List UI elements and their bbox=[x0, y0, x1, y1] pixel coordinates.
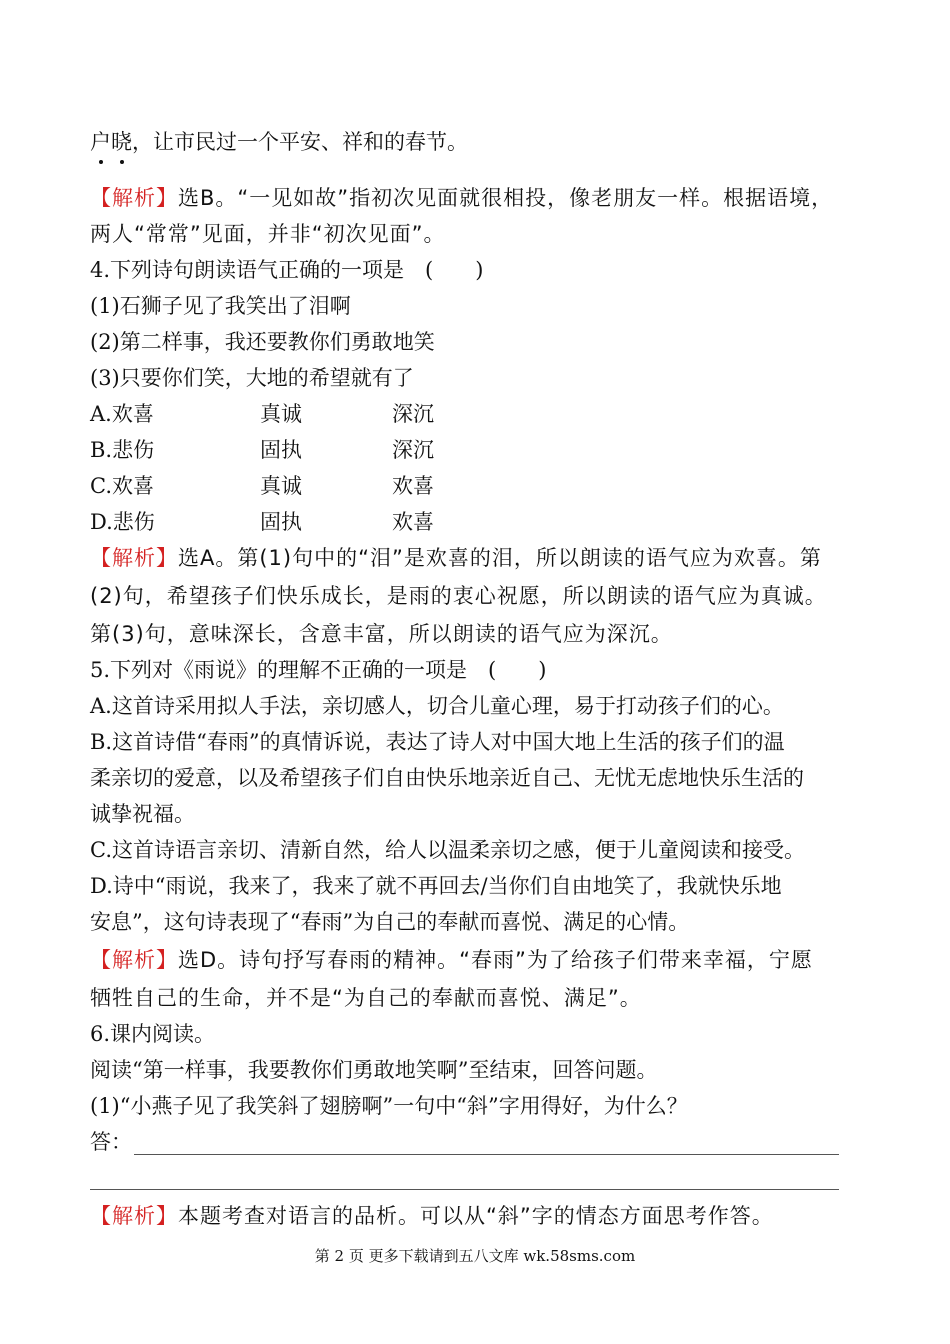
q5-line: 安息”，这句诗表现了“春雨”为自己的奉献而喜悦、满足的心情。 bbox=[90, 910, 690, 934]
document-page: 户晓，让市民过一个平安、祥和的春节。 【解析】选B。“一见如故”指初次见面就很相投，像老朋友一样。根据语境， 两人“常常”见面，并非“初次见面”。 4.下列诗句朗读语气正确的一项是 ( ) (1)石狮子见了我笑出了泪啊 (2)第二样事，我还要教你们勇敢地笑 (3)只要你们笑，大地的希望就有了 A.欢喜 真诚 深沉 B.悲伤 固执 深沉 C.欢喜 真诚 欢喜 D.悲伤 固执 欢喜 【解析】选A。第(1)句中的“泪”是欢喜的泪，所以朗读的语气应为欢喜。第 (2)句，希望孩子们快乐成长，是雨的衷心祝愿，所以朗读的语气应为真诚。 第(3)句，意味深长，含意丰富，所以朗读的语气应为深沉。 5.下列对《雨说》的理解不正确的一项是 ( ) A.这首诗采用拟人手法，亲切感人，切合儿童心理，易于打动孩子们的心。 B.这首诗借“春雨”的真情诉说，表达了诗人对中国大地上生活的孩子们的温 柔亲切的爱意，以及希望孩子们自由快乐地亲近自己、无忧无虑地快乐生活的 诚挚祝福。 C.这首诗语言亲切、清新自然，给人以温柔亲切之感，便于儿童阅读和接受。 D.诗中“雨说，我来了，我来了就不再回去/当你们自由地笑了，我就快乐地 安息”，这句诗表现了“春雨”为自己的奉献而喜悦、满足的心情。 【解析】选D。诗句抒写春雨的精神。“春雨”为了给孩子们带来幸福，宁愿 牺牲自己的生命，并不是“为自己的奉献而喜悦、满足”。 6.课内阅读。 阅读“第一样事，我要教你们勇敢地笑啊”至结束，回答问题。 (1)“小燕子见了我笑斜了翅膀啊”一句中“斜”字用得好，为什么？ 答： 【解析】本题考查对语言的品析。可以从“斜”字的情态方面思考作答。 第 2 页 更多下载请到五八文库 wk.58sms.com bbox=[0, 0, 950, 1344]
analysis-tag: 【解析】 bbox=[90, 948, 178, 972]
q5-analysis-line-2: 牺牲自己的生命，并不是“为自己的奉献而喜悦、满足”。 bbox=[90, 986, 642, 1010]
top-line-text: ，让市民过一个平安、祥和的春节。 bbox=[132, 130, 468, 154]
q4-analysis-line-1: 【解析】选A。第(1)句中的“泪”是欢喜的泪，所以朗读的语气应为欢喜。第 bbox=[90, 546, 822, 570]
answer-blank-line[interactable] bbox=[134, 1154, 839, 1155]
analysis-tag: 【解析】 bbox=[90, 546, 178, 570]
q4-item: (3)只要你们笑，大地的希望就有了 bbox=[90, 366, 414, 390]
page-footer: 第 2 页 更多下载请到五八文库 wk.58sms.com bbox=[314, 1247, 636, 1265]
top-line bbox=[90, 127, 880, 157]
q5-line: A.这首诗采用拟人手法，亲切感人，切合儿童心理，易于打动孩子们的心。 bbox=[90, 694, 784, 718]
q6-analysis-line: 【解析】本题考查对语言的品析。可以从“斜”字的情态方面思考作答。 bbox=[90, 1204, 774, 1228]
q5-line: 柔亲切的爱意，以及希望孩子们自由快乐地亲近自己、无忧无虑地快乐生活的 bbox=[90, 766, 804, 790]
q3-analysis-line-1: 【解析】选B。“一见如故”指初次见面就很相投，像老朋友一样。根据语境， bbox=[90, 186, 834, 210]
q5-line: C.这首诗语言亲切、清新自然，给人以温柔亲切之感，便于儿童阅读和接受。 bbox=[90, 838, 805, 862]
q5-line: B.这首诗借“春雨”的真情诉说，表达了诗人对中国大地上生活的孩子们的温 bbox=[90, 730, 785, 754]
q4-analysis-line-3: 第(3)句，意味深长，含意丰富，所以朗读的语气应为深沉。 bbox=[90, 622, 673, 646]
q4-stem: 4.下列诗句朗读语气正确的一项是 ( ) bbox=[90, 258, 484, 282]
q5-analysis-line-1: 【解析】选D。诗句抒写春雨的精神。“春雨”为了给孩子们带来幸福，宁愿 bbox=[90, 948, 813, 972]
q5-line: 诚挚祝福。 bbox=[90, 802, 195, 826]
q4-analysis-line-2: (2)句，希望孩子们快乐成长，是雨的衷心祝愿，所以朗读的语气应为真诚。 bbox=[90, 584, 827, 608]
q4-item: (2)第二样事，我还要教你们勇敢地笑 bbox=[90, 330, 435, 354]
q6-stem: 6.课内阅读。 bbox=[90, 1022, 216, 1046]
dotted-char: 晓 bbox=[111, 127, 132, 157]
q5-line: D.诗中“雨说，我来了，我来了就不再回去/当你们自由地笑了，我就快乐地 bbox=[90, 874, 782, 898]
answer-blank-line[interactable] bbox=[90, 1189, 839, 1190]
q5-stem: 5.下列对《雨说》的理解不正确的一项是 ( ) bbox=[90, 658, 547, 682]
analysis-tag: 【解析】 bbox=[90, 186, 178, 210]
q6-intro: 阅读“第一样事，我要教你们勇敢地笑啊”至结束，回答问题。 bbox=[90, 1058, 658, 1082]
q3-analysis-line-2: 两人“常常”见面，并非“初次见面”。 bbox=[90, 222, 446, 246]
q4-item: (1)石狮子见了我笑出了泪啊 bbox=[90, 294, 351, 318]
analysis-tag: 【解析】 bbox=[90, 1204, 178, 1228]
q6-answer-label: 答： bbox=[90, 1130, 132, 1154]
dotted-char: 户 bbox=[90, 127, 111, 157]
q6-sub1: (1)“小燕子见了我笑斜了翅膀啊”一句中“斜”字用得好，为什么？ bbox=[90, 1094, 688, 1118]
